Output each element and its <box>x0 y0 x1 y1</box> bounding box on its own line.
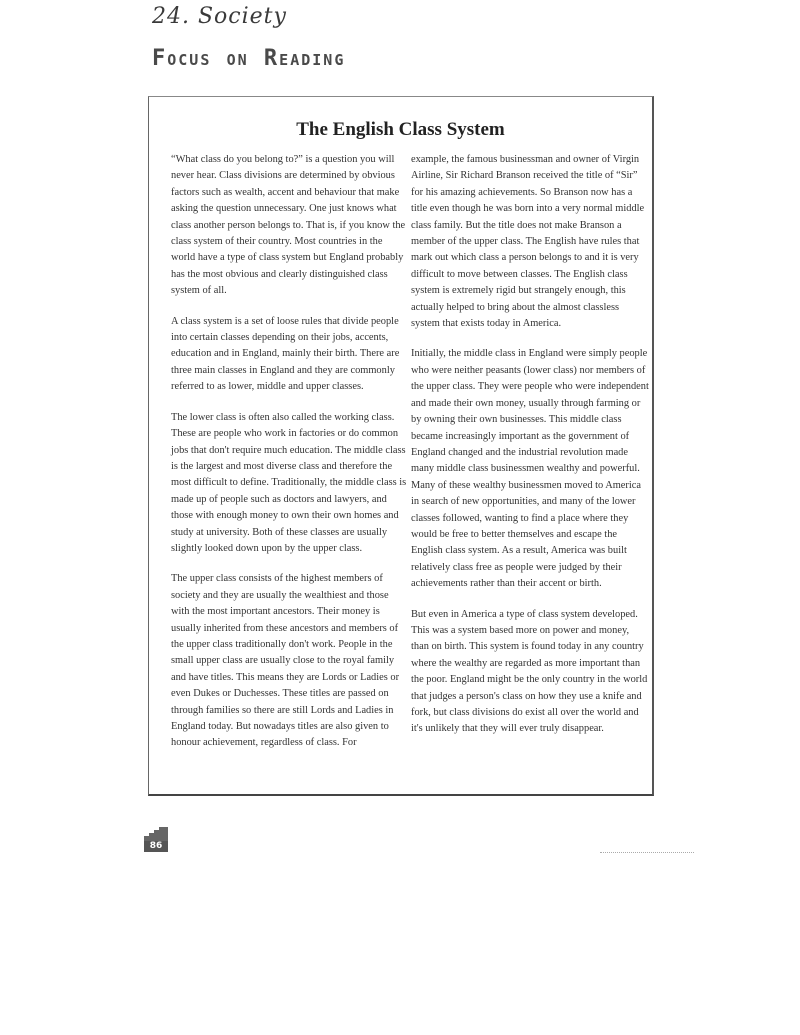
paragraph: “What class do you belong to?” is a question you will never hear. Class divisions are determined by obvious factors such as wealth, accent and behaviour that make asking the question unnecessary. One just knows what class another person belongs to. That is, if you know the class system of their country. Most countries in the world have a type of class system but England probably has the most obvious and clearly distinguished class system of all. <box>171 154 406 297</box>
article-right-column <box>411 152 649 752</box>
paragraph: The upper class consists of the highest members of society and they are usually the wealthiest and those with the most important ancestors. Their money is usually inherited from these ancestors and members of the upper class traditionally don't work. People in the small upper class are usually close to the royal family and have titles. This means they are Lords or Ladies or even Dukes or Duchesses. These titles are passed on through families so there are still Lords and Ladies in England today. But nowadays titles are also given to honour achievement, regardless of class. For <box>171 573 400 749</box>
scan-artifact-line <box>600 852 694 855</box>
article-title: The English Class System <box>296 119 505 140</box>
stairs-icon <box>144 826 168 842</box>
article-frame <box>148 96 654 796</box>
page-number-badge <box>144 826 168 852</box>
unit-handwritten-label: 24. Society <box>152 4 287 29</box>
section-heading: Focus on Reading <box>152 46 346 71</box>
article-left-column <box>171 152 409 766</box>
page-number: 86 <box>144 841 168 852</box>
paragraph: The lower class is often also called the working class. These are people who work in factories or do common jobs that don't require much education. The middle class is the largest and most diverse class and therefore the most difficult to define. Traditionally, the middle class is made up of people such as doctors and lawyers, and those with enough money to own their own homes and study at university. Both of these classes are usually slightly looked down upon by the upper class. <box>171 411 407 554</box>
paragraph: Initially, the middle class in England were simply people who were neither peasants (lower class) nor members of the upper class. They were people who were independent and made their own money, usually through farming or by owning their own businesses. This middle class became increasingly important as the government of England changed and the industrial revolution made many middle class businessmen wealthy and powerful. Many of these wealthy businessmen moved to America in search of new opportunities, and many of the lower classes followed, wanting to find a place where they would be free to better themselves and escape the English class system. As a result, America was built relatively class free as people were judged by their achievements rather than their accent or birth. <box>411 348 649 590</box>
paragraph: A class system is a set of loose rules that divide people into certain classes depending on their jobs, accents, education and in England, mainly their birth. There are three main classes in England and they are commonly referred to as lower, middle and upper classes. <box>171 315 400 393</box>
paragraph: example, the famous businessman and owner of Virgin Airline, Sir Richard Branson received the title of “Sir” for his amazing achievements. So Branson now has a title even though he was born into a very normal middle class family. But the title does not make Branson a member of the upper class. The English have rules that mark out which class a person belongs to and it is very difficult to move between classes. The English class system is extremely rigid but strangely enough, this actually helped to bring about the almost classless system that exists today in America. <box>411 154 645 330</box>
paragraph: But even in America a type of class system developed. This was a system based more on power and money, than on birth. This system is found today in any country where the wealthy are regarded as more important than the poor. England might be the only country in the world that judges a person's class on how they use a knife and fork, but class divisions do exist all over the world and it's unlikely that they will ever truly disappear. <box>411 608 648 735</box>
